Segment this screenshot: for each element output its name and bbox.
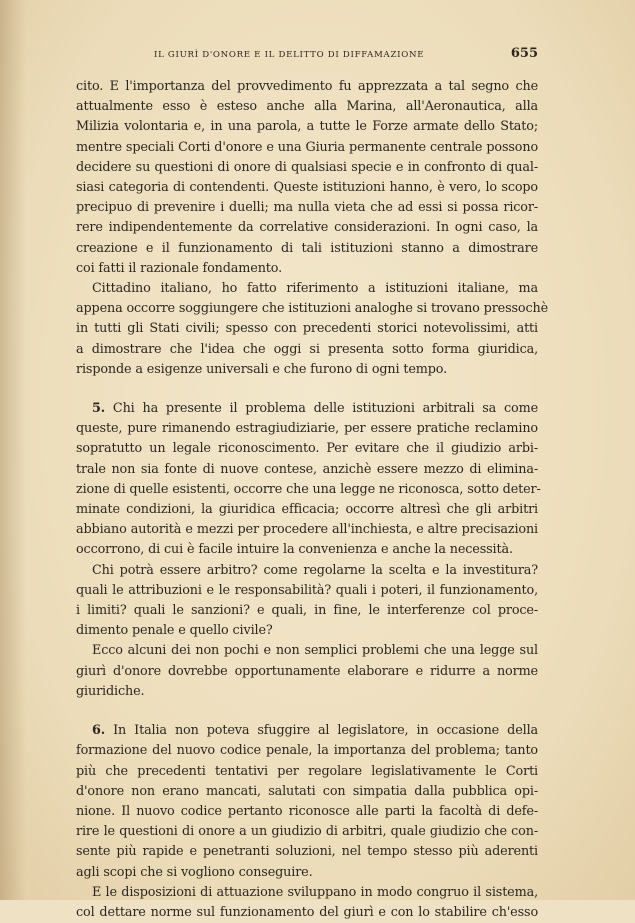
text-line: cito. E l'importanza del provvedimento fu apprezzata a tal segno che (76, 79, 538, 94)
text-line: mentre speciali Corti d'onore e una Giuria permanente centrale possono (76, 139, 538, 155)
running-title: IL GIURÌ D'ONORE E IL DELITTO DI DIFFAMAZIONE (154, 50, 425, 60)
text-line: decidere su questioni di onore di qualsiasi specie e in confronto di qual- (76, 159, 538, 175)
text-line: queste, pure rimanendo estragiudiziarie, per essere pratiche reclamino (76, 421, 538, 437)
text-line: giurì d'onore dovrebbe opportunamente elaborare e ridurre a norme (76, 663, 538, 679)
text-line: risponde a esigenze universali e che furono di ogni tempo. (76, 361, 448, 377)
text-line: giuridiche. (76, 683, 145, 699)
text-line: in tutti gli Stati civili; spesso con precedenti storici notevolissimi, atti (76, 321, 538, 337)
text-line: sopratutto un legale riconoscimento. Per evitare che il giudizio arbi- (76, 441, 538, 457)
text-line: creazione e il funzionamento di tali istituzioni stanno a dimostrare (76, 240, 538, 256)
text-line: zione di quelle esistenti, occorre che una legge ne riconosca, sotto deter- (76, 481, 541, 497)
text-line: d'onore non erano mancati, salutati con simpatia dalla pubblica opi- (76, 783, 538, 799)
text-line: Milizia volontaria e, in una parola, a tutte le Forze armate dello Stato; (76, 119, 538, 135)
text-line: formazione del nuovo codice penale, la importanza del problema; tanto (76, 743, 538, 759)
text-line: occorrono, di cui è facile intuire la convenienza e anche la necessità. (76, 542, 513, 558)
section-number: 5. (92, 401, 106, 417)
text-line: abbiano autorità e mezzi per procedere all'inchiesta, e altre precisazioni (76, 522, 538, 538)
text-line: appena occorre soggiungere che istituzioni analoghe si trovano pressochè (76, 301, 549, 317)
text-line-content: Chi ha presente il problema delle istituzioni arbitrali sa come (105, 401, 538, 417)
body-text (76, 77, 549, 923)
section-6 (76, 721, 538, 883)
text-line: attualmente esso è esteso anche alla Marina, all'Aeronautica, alla (76, 99, 538, 115)
text-line: rire le questioni di onore a un giudizio di arbitri, quale giudizio che con- (76, 824, 538, 840)
text-line: Cittadino italiano, ho fatto riferimento a istituzioni italiane, ma (92, 281, 538, 297)
text-line: trale non sia fonte di nuove contese, anzichè essere mezzo di elimina- (76, 461, 538, 477)
text-line: a dimostrare che l'idea che oggi si presenta sotto forma giuridica, (76, 341, 538, 357)
paragraph-questions (76, 561, 538, 642)
text-line (76, 399, 538, 419)
text-line: siasi categoria di contendenti. Queste istituzioni hanno, è vero, lo scopo (76, 180, 538, 196)
text-line: precipuo di prevenire i duelli; ma nulla vieta che ad essi si possa ricor- (76, 200, 538, 216)
text-line: minate condizioni, la giuridica efficacia; occorre altresì che gli arbitri (76, 502, 538, 518)
paragraph-continuation (76, 77, 538, 279)
paragraph-cittadino (76, 279, 549, 380)
text-line: i limiti? quali le sanzioni? e quali, in fine, le interferenze col proce- (76, 603, 538, 619)
text-line: quali le attribuzioni e le responsabilità? quali i poteri, il funzionamento, (76, 582, 538, 598)
section-5 (76, 399, 541, 561)
text-line: agli scopi che si vogliono conseguire. (76, 864, 313, 880)
text-line: coi fatti il razionale fondamento. (76, 260, 283, 276)
text-line: dimento penale e quello civile? (76, 623, 273, 639)
text-line: E le disposizioni di attuazione sviluppano in modo congruo il sistema, (92, 884, 538, 900)
text-line: col dettare norme sul funzionamento del giurì e con lo stabilire ch'esso (76, 904, 538, 920)
text-line: Chi potrà essere arbitro? come regolarne la scelta e la investitura? (92, 562, 538, 578)
section-number: 6. (92, 723, 106, 739)
text-line (76, 721, 538, 741)
text-line: rere indipendentemente da correlative considerazioni. In ogni caso, la (76, 220, 538, 236)
text-line: Ecco alcuni dei non pochi e non semplici problemi che una legge sul (92, 643, 538, 659)
text-line: nione. Il nuovo codice pertanto riconosce alle parti la facoltà di defe- (76, 803, 538, 819)
page-number: 655 (510, 46, 538, 61)
text-line: sente più rapide e penetranti soluzioni, nel tempo stesso più aderenti (76, 844, 538, 860)
text-line: più che precedenti tentativi per regolare legislativamente le Corti (76, 763, 538, 779)
paragraph-problems (76, 641, 538, 702)
text-line-content: In Italia non poteva sfuggire al legislatore, in occasione della (105, 723, 538, 739)
page-header (76, 46, 538, 66)
paragraph-disposizioni (76, 883, 538, 923)
